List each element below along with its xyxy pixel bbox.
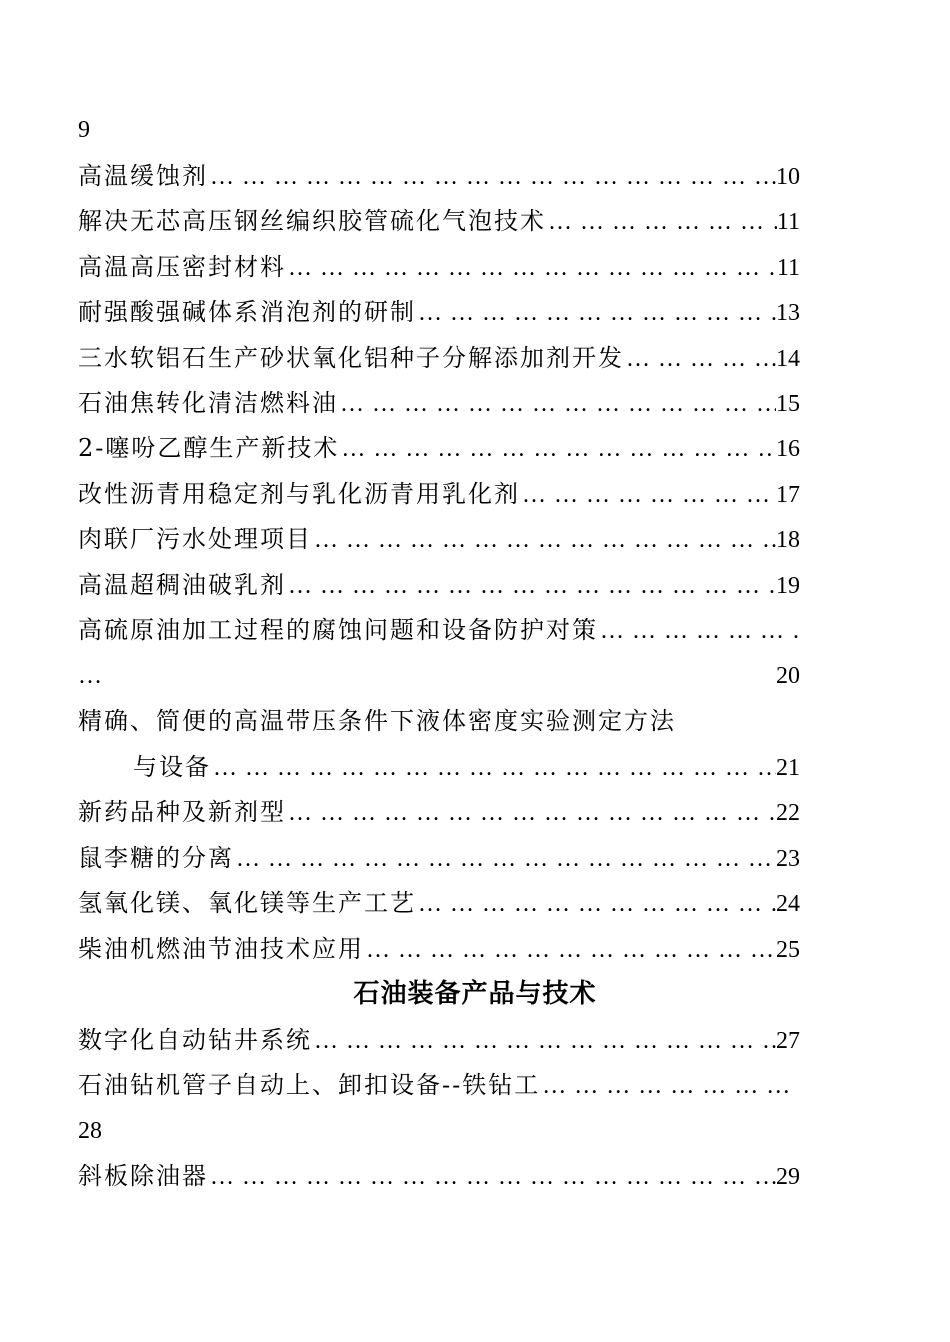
toc-entry[interactable] — [78, 249, 800, 285]
toc-entry[interactable] — [78, 385, 800, 421]
toc-entry-title: 柴油机燃油节油技术应用 — [78, 935, 364, 963]
toc-entry-page: 14 — [776, 346, 800, 372]
toc-entry-title: 数字化自动钻井系统 — [78, 1026, 312, 1054]
toc-entry[interactable] — [78, 1158, 800, 1194]
toc-entry-title: 高温超稠油破乳剂 — [78, 571, 286, 599]
toc-entry-title: 鼠李糖的分离 — [78, 844, 234, 872]
toc-entry-page: 15 — [776, 391, 800, 417]
toc-entry-page: 22 — [776, 800, 800, 826]
toc-entry[interactable] — [78, 931, 800, 967]
toc-entry-page: 13 — [776, 300, 800, 326]
toc-entry-page: 11 — [776, 255, 800, 281]
toc-entry-page: 20 — [776, 663, 800, 689]
toc-entry-title: 肉联厂污水处理项目 — [78, 525, 312, 553]
toc-entry-title: 新药品种及新剂型 — [78, 798, 286, 826]
toc-leader-dots — [286, 568, 776, 603]
toc-leader-dots — [540, 1068, 800, 1103]
toc-entry-page: 21 — [776, 755, 800, 781]
toc-entry-page: 25 — [776, 937, 800, 963]
toc-entry-title: 高温缓蚀剂 — [78, 162, 208, 190]
toc-page-number-fragment: 9 — [78, 117, 90, 143]
toc-leader-dots — [520, 477, 776, 512]
toc-entry-page: 16 — [776, 436, 800, 462]
toc-entry-continuation — [78, 658, 800, 694]
toc-leader-dots — [624, 341, 776, 376]
toc-leader-dots — [339, 431, 776, 466]
toc-entry-title: 改性沥青用稳定剂与乳化沥青用乳化剂 — [78, 480, 520, 508]
toc-leader-dots — [312, 1023, 776, 1058]
toc-leader-dots — [546, 204, 777, 239]
toc-entry-title: 三水软铝石生产砂状氧化铝种子分解添加剂开发 — [78, 344, 624, 372]
toc-entry-title: 斜板除油器 — [78, 1162, 208, 1190]
toc-entry-page: 17 — [776, 482, 800, 508]
toc-entry-title: 精确、简便的高温带压条件下液体密度实验测定方法 — [78, 707, 676, 735]
toc-entry-page: 28 — [78, 1118, 102, 1144]
toc-entry[interactable] — [78, 840, 800, 876]
toc-leader-dots — [598, 613, 800, 648]
toc-entry[interactable] — [78, 203, 800, 239]
toc-entry-title: 石油焦转化清洁燃料油 — [78, 389, 338, 417]
toc-entry-page: 23 — [776, 846, 800, 872]
toc-section-heading: 石油装备产品与技术 — [353, 979, 597, 1009]
toc-entry-title: 耐强酸强碱体系消泡剂的研制 — [78, 298, 416, 326]
toc-leader-dots — [211, 750, 776, 785]
toc-leader-dots — [286, 795, 776, 830]
toc-entry-page: 18 — [776, 527, 800, 553]
toc-entry[interactable] — [78, 794, 800, 830]
toc-entry-page: 11 — [776, 209, 800, 235]
toc-entry-continuation — [78, 1113, 800, 1149]
toc-entry-continuation — [133, 749, 800, 785]
toc-leader-continuation: … — [78, 663, 102, 689]
toc-entry[interactable] — [78, 567, 800, 603]
toc-entry-page: 27 — [776, 1028, 800, 1054]
toc-entry-page: 10 — [776, 164, 800, 190]
toc-entry[interactable] — [78, 1022, 800, 1058]
toc-entry-title-line2: 与设备 — [133, 753, 211, 781]
toc-entry-title: 高硫原油加工过程的腐蚀问题和设备防护对策 — [78, 616, 598, 644]
toc-entry-page: 24 — [776, 891, 800, 917]
toc-leader-dots — [364, 932, 776, 967]
toc-leader-dots — [208, 159, 776, 194]
toc-entry[interactable] — [78, 340, 800, 376]
toc-entry[interactable] — [78, 430, 800, 466]
toc-entry-title: 高温高压密封材料 — [78, 253, 286, 281]
toc-leader-dots — [208, 1159, 776, 1194]
toc-entry[interactable] — [78, 885, 800, 921]
toc-entry[interactable] — [78, 294, 800, 330]
toc-entry-title: 2-噻吩乙醇生产新技术 — [78, 434, 340, 462]
toc-entry[interactable] — [78, 1067, 800, 1103]
toc-leader-dots — [416, 886, 776, 921]
toc-entry[interactable] — [78, 612, 800, 648]
toc-leader-dots — [234, 841, 776, 876]
toc-entry-page: 29 — [776, 1164, 800, 1190]
toc-entry-title: 石油钻机管子自动上、卸扣设备--铁钻工 — [78, 1071, 541, 1099]
toc-entry[interactable] — [78, 521, 800, 557]
toc-entry-page: 19 — [776, 573, 800, 599]
toc-entry-title: 氢氧化镁、氧化镁等生产工艺 — [78, 889, 416, 917]
toc-entry-title: 解决无芯高压钢丝编织胶管硫化气泡技术 — [78, 207, 546, 235]
toc-entry[interactable] — [78, 703, 800, 739]
toc-leader-dots — [286, 250, 777, 285]
toc-entry[interactable] — [78, 476, 800, 512]
toc-leader-dots — [416, 295, 776, 330]
toc-leader-dots — [312, 522, 776, 557]
toc-entry[interactable] — [78, 158, 800, 194]
toc-leader-dots — [338, 386, 776, 421]
